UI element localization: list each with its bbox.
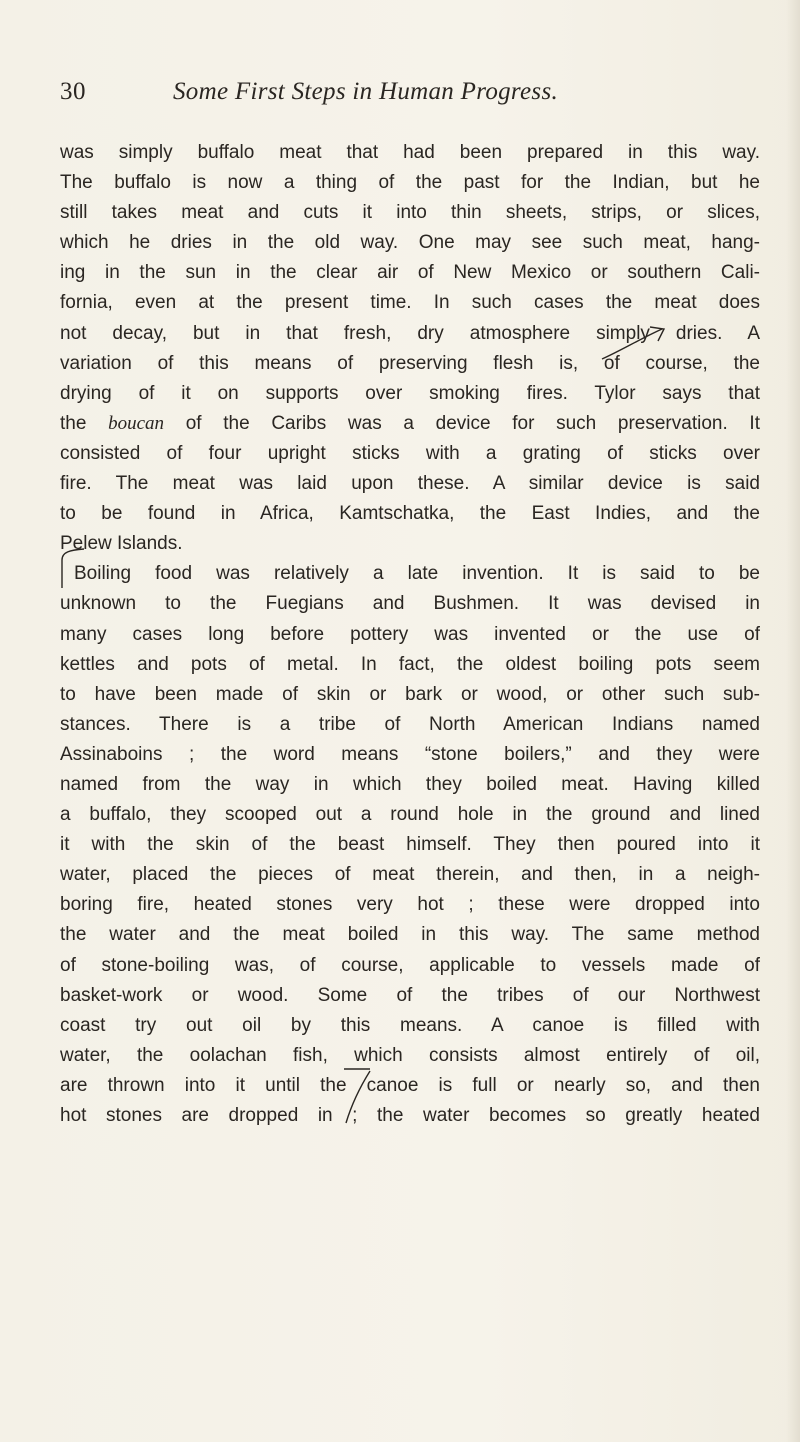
text-line: boring fire, heated stones very hot ; these were dropped into bbox=[60, 894, 760, 916]
text-line: named from the way in which they boiled meat. Having killed bbox=[60, 773, 760, 795]
text-line: are thrown into it until the canoe is full or nearly so, and then bbox=[60, 1074, 760, 1096]
text-line: drying of it on supports over smoking fires. Tylor says that bbox=[60, 382, 760, 404]
page-number: 30 bbox=[60, 78, 86, 105]
text-line: variation of this means of preserving flesh is, of course, the bbox=[60, 352, 760, 374]
text-line: which he dries in the old way. One may see such meat, hang- bbox=[60, 232, 760, 254]
text-line: to have been made of skin or bark or wood, or other such sub- bbox=[60, 683, 760, 705]
text-line: of stone-boiling was, of course, applicable to vessels made of bbox=[60, 954, 760, 976]
text-line: still takes meat and cuts it into thin sheets, strips, or slices, bbox=[60, 202, 760, 224]
text-line: not decay, but in that fresh, dry atmosphere simply dries. A bbox=[60, 322, 760, 344]
running-title: Some First Steps in Human Progress. bbox=[173, 78, 559, 105]
text-line: consisted of four upright sticks with a grating of sticks over bbox=[60, 442, 760, 464]
text-line: fornia, even at the present time. In such cases the meat does bbox=[60, 292, 760, 314]
text-line: fire. The meat was laid upon these. A similar device is said bbox=[60, 473, 760, 495]
text-line: to be found in Africa, Kamtschatka, the East Indies, and the bbox=[60, 503, 760, 525]
running-head bbox=[60, 78, 760, 112]
text-segment: the bbox=[60, 412, 109, 434]
text-line: unknown to the Fuegians and Bushmen. It was devised in bbox=[60, 593, 760, 615]
text-line: it with the skin of the beast himself. They then poured into it bbox=[60, 834, 760, 856]
paragraph-mark-1 bbox=[600, 325, 670, 365]
body-text bbox=[60, 138, 760, 1131]
text-line: Boiling food was relatively a late invention. It is said to be bbox=[74, 563, 760, 585]
text-line: water, the oolachan fish, which consists almost entirely of oil, bbox=[60, 1044, 760, 1066]
text-line: The buffalo is now a thing of the past for the Indian, but he bbox=[60, 172, 760, 194]
paragraph-mark-3 bbox=[340, 1065, 376, 1129]
italic-term: boucan bbox=[108, 412, 165, 434]
text-line: was simply buffalo meat that had been prepared in this way. bbox=[60, 142, 760, 163]
text-line: Assinaboins ; the word means “stone boilers,” and they were bbox=[60, 743, 760, 765]
text-line: stances. There is a tribe of North American Indians named bbox=[60, 713, 760, 735]
page-edge-shadow bbox=[786, 0, 800, 1442]
text-line: a buffalo, they scooped out a round hole in the ground and lined bbox=[60, 804, 760, 826]
text-line: coast try out oil by this means. A canoe is filled with bbox=[60, 1014, 760, 1036]
text-line: the water and the meat boiled in this way. The same method bbox=[60, 924, 760, 946]
text-line: water, placed the pieces of meat therein, and then, in a neigh- bbox=[60, 864, 760, 886]
paragraph-mark-2 bbox=[58, 546, 88, 590]
text-line-with-italic bbox=[60, 409, 760, 439]
text-line: basket-work or wood. Some of the tribes of our Northwest bbox=[60, 984, 760, 1006]
text-line: Pelew Islands. bbox=[60, 533, 183, 555]
text-segment: of the Caribs was a device for such preservation. It bbox=[164, 412, 760, 434]
text-line: kettles and pots of metal. In fact, the oldest boiling pots seem bbox=[60, 653, 760, 675]
text-line: many cases long before pottery was invented or the use of bbox=[60, 623, 760, 645]
text-line: hot stones are dropped in ; the water becomes so greatly heated bbox=[60, 1105, 760, 1126]
text-line: ing in the sun in the clear air of New Mexico or southern Cali- bbox=[60, 262, 760, 284]
